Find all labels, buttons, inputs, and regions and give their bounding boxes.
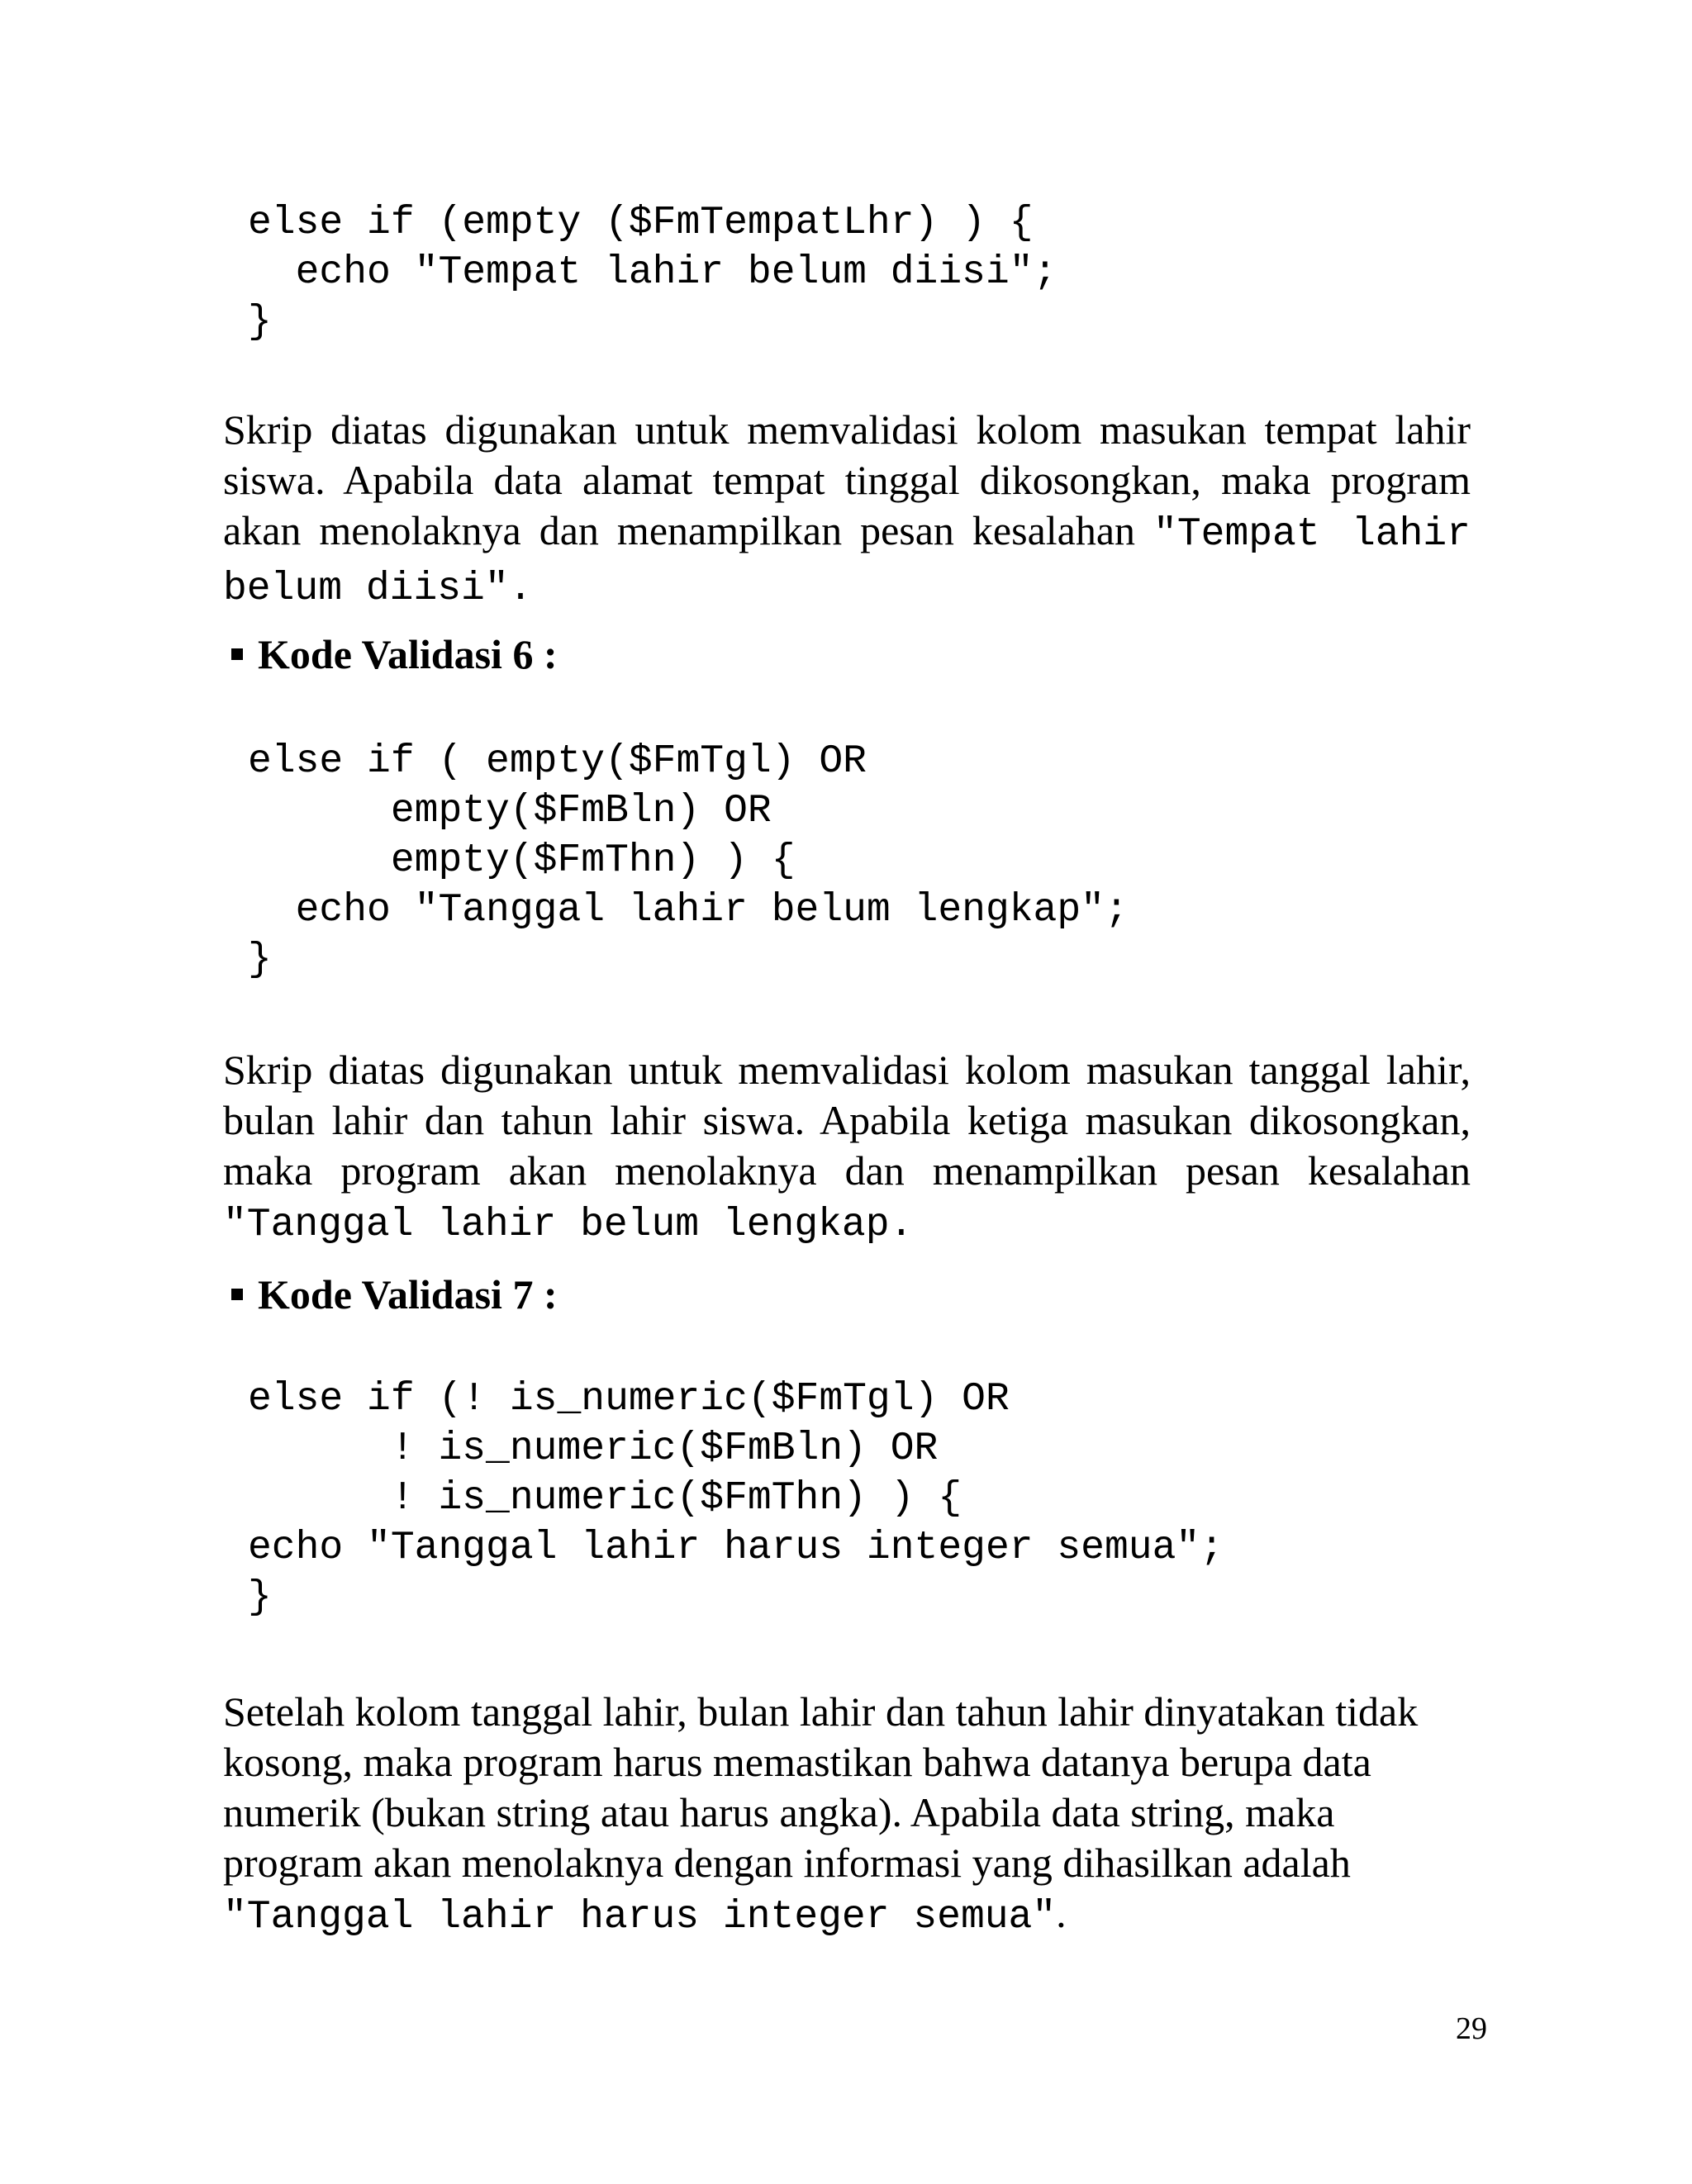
inline-code: "Tanggal lahir harus integer semua" bbox=[223, 1895, 1057, 1939]
code-line: echo "Tempat lahir belum diisi"; bbox=[248, 250, 1058, 295]
bullet-icon bbox=[231, 648, 243, 660]
paragraph-3 bbox=[223, 1687, 1471, 1943]
page-number: 29 bbox=[1456, 2011, 1487, 2046]
code-line: ! is_numeric($FmThn) ) { bbox=[248, 1476, 962, 1521]
code-line: empty($FmThn) ) { bbox=[248, 838, 796, 883]
code-line: } bbox=[248, 300, 272, 344]
code-line: echo "Tanggal lahir harus integer semua"; bbox=[248, 1526, 1224, 1570]
paragraph-1 bbox=[223, 405, 1471, 615]
heading-kode-validasi-7 bbox=[231, 1270, 558, 1319]
paragraph-2 bbox=[223, 1045, 1471, 1251]
bullet-icon bbox=[231, 1289, 243, 1300]
inline-code: "Tanggal lahir belum lengkap. bbox=[223, 1203, 914, 1247]
paragraph-text: Setelah kolom tanggal lahir, bulan lahir dan tahun lahir dinyatakan tidak kosong, maka program harus memastikan bahwa datanya berupa data numerik (bukan string atau harus angka). Apabila data string, maka program akan menolaknya dengan informasi yang dihasilkan adalah bbox=[223, 1688, 1419, 1886]
paragraph-tail: . bbox=[1056, 1890, 1067, 1936]
code-line: echo "Tanggal lahir belum lengkap"; bbox=[248, 888, 1129, 933]
code-line: ! is_numeric($FmBln) OR bbox=[248, 1427, 939, 1471]
heading-text: Kode Validasi 6 : bbox=[258, 631, 558, 677]
code-line: } bbox=[248, 1575, 272, 1620]
code-line: else if ( empty($FmTgl) OR bbox=[248, 739, 867, 784]
code-line: else if (empty ($FmTempatLhr) ) { bbox=[248, 201, 1034, 245]
code-line: empty($FmBln) OR bbox=[248, 789, 772, 833]
paragraph-text: Skrip diatas digunakan untuk memvalidasi kolom masukan tanggal lahir, bulan lahir dan tahun lahir siswa. Apabila ketiga masukan dikosongkan, maka program akan menolaknya dan menampilkan pesan kesalahan bbox=[223, 1047, 1471, 1194]
code-block-2 bbox=[248, 737, 1129, 985]
code-block-3 bbox=[248, 1374, 1224, 1622]
code-line: } bbox=[248, 938, 272, 982]
heading-text: Kode Validasi 7 : bbox=[258, 1271, 558, 1318]
code-block-1 bbox=[248, 198, 1057, 347]
heading-kode-validasi-6 bbox=[231, 629, 558, 679]
inline-code: "Tempat lahir belum diisi". bbox=[223, 512, 1471, 611]
paragraph-text: Skrip diatas digunakan untuk memvalidasi kolom masukan tempat lahir siswa. Apabila data alamat tempat tinggal dikosongkan, maka program akan menolaknya dan menampilkan pesan kesalahan bbox=[223, 406, 1471, 553]
code-line: else if (! is_numeric($FmTgl) OR bbox=[248, 1377, 1010, 1422]
